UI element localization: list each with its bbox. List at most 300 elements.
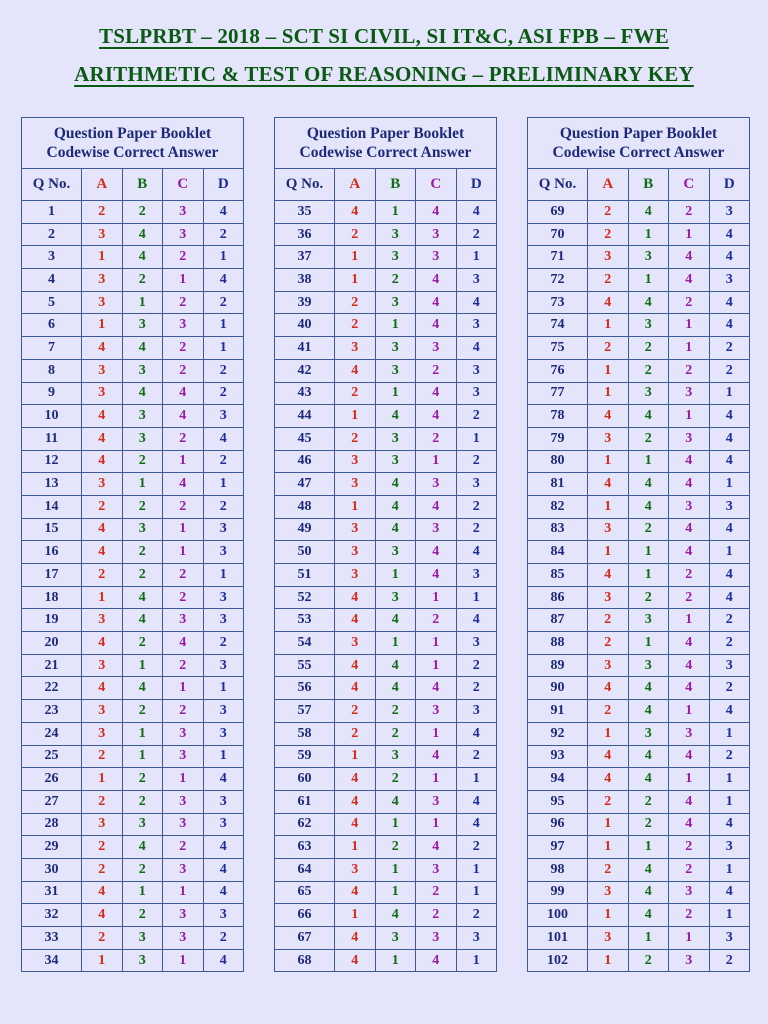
question-number-cell: 99 [528,881,588,904]
answer-b-cell: 1 [375,314,416,337]
question-number-cell: 52 [275,586,335,609]
answer-c-cell: 1 [669,223,710,246]
answer-d-cell: 4 [203,836,244,859]
answer-c-cell: 1 [163,677,204,700]
question-number-cell: 68 [275,949,335,972]
table-row [22,359,244,382]
answer-d-cell: 1 [203,564,244,587]
question-number-cell: 16 [22,541,82,564]
question-number-cell: 8 [22,359,82,382]
question-number-cell: 48 [275,495,335,518]
table-row [528,246,750,269]
answer-c-cell: 2 [669,564,710,587]
table-row [22,473,244,496]
table-heading [275,118,497,169]
question-number-cell: 69 [528,201,588,224]
answer-b-cell: 2 [122,632,163,655]
question-number-cell: 101 [528,927,588,950]
answer-a-cell: 4 [335,677,376,700]
question-number-cell: 21 [22,654,82,677]
answer-a-cell: 1 [82,768,123,791]
question-number-cell: 80 [528,450,588,473]
answer-c-cell: 2 [163,700,204,723]
answer-d-cell: 3 [203,405,244,428]
answer-a-cell: 3 [82,473,123,496]
question-number-cell: 30 [22,858,82,881]
answer-c-cell: 4 [669,269,710,292]
answer-b-cell: 3 [375,359,416,382]
answer-a-cell: 3 [588,586,629,609]
table-row [22,382,244,405]
answer-d-cell: 4 [709,223,750,246]
answer-c-cell: 4 [669,745,710,768]
question-number-cell: 39 [275,291,335,314]
answer-d-cell: 4 [203,858,244,881]
answer-d-cell: 2 [456,904,497,927]
answer-b-cell: 2 [122,495,163,518]
column-header-a: A [82,169,123,201]
question-number-cell: 18 [22,586,82,609]
table-heading-line-1: Question Paper Booklet [53,125,212,142]
answer-c-cell: 1 [669,927,710,950]
question-number-cell: 40 [275,314,335,337]
answer-a-cell: 3 [82,359,123,382]
answer-d-cell: 4 [203,201,244,224]
answer-c-cell: 3 [416,223,457,246]
answer-d-cell: 4 [456,609,497,632]
answer-key-table-1 [21,117,244,972]
table-row [22,541,244,564]
question-number-cell: 36 [275,223,335,246]
answer-b-cell: 3 [375,246,416,269]
answer-b-cell: 2 [375,722,416,745]
answer-c-cell: 4 [163,473,204,496]
question-number-cell: 43 [275,382,335,405]
table-row [275,632,497,655]
answer-a-cell: 4 [82,632,123,655]
answer-b-cell: 2 [628,586,669,609]
table-row [528,904,750,927]
answer-a-cell: 1 [588,314,629,337]
answer-a-cell: 3 [335,473,376,496]
answer-c-cell: 3 [669,495,710,518]
answer-b-cell: 2 [375,836,416,859]
table-row [528,654,750,677]
answer-b-cell: 3 [375,586,416,609]
answer-b-cell: 1 [122,881,163,904]
answer-d-cell: 1 [709,768,750,791]
answer-b-cell: 4 [375,405,416,428]
answer-a-cell: 4 [82,427,123,450]
answer-b-cell: 4 [375,677,416,700]
question-number-cell: 55 [275,654,335,677]
answer-d-cell: 1 [456,768,497,791]
answer-c-cell: 3 [163,609,204,632]
answer-d-cell: 3 [709,201,750,224]
answer-c-cell: 1 [416,586,457,609]
question-number-cell: 14 [22,495,82,518]
table-row [528,927,750,950]
answer-d-cell: 4 [203,949,244,972]
table-row [528,881,750,904]
table-row [528,609,750,632]
answer-b-cell: 2 [628,790,669,813]
question-number-cell: 84 [528,541,588,564]
answer-b-cell: 4 [122,586,163,609]
table-row [22,450,244,473]
column-header-b: B [375,169,416,201]
table-row [275,586,497,609]
answer-b-cell: 1 [122,473,163,496]
answer-a-cell: 1 [335,269,376,292]
answer-a-cell: 3 [588,518,629,541]
answer-a-cell: 1 [588,495,629,518]
answer-b-cell: 4 [628,201,669,224]
answer-c-cell: 4 [416,291,457,314]
question-number-cell: 92 [528,722,588,745]
table-row [528,201,750,224]
answer-b-cell: 4 [628,473,669,496]
table-row [275,722,497,745]
answer-d-cell: 3 [203,722,244,745]
answer-b-cell: 4 [375,790,416,813]
answer-d-cell: 3 [203,813,244,836]
answer-b-cell: 2 [122,768,163,791]
answer-d-cell: 2 [709,745,750,768]
answer-d-cell: 4 [456,291,497,314]
answer-a-cell: 1 [335,836,376,859]
answer-b-cell: 1 [375,881,416,904]
answer-c-cell: 2 [163,246,204,269]
answer-a-cell: 2 [588,790,629,813]
answer-c-cell: 4 [416,677,457,700]
answer-b-cell: 3 [628,654,669,677]
answer-c-cell: 3 [669,949,710,972]
table-heading-line-2: Codewise Correct Answer [299,144,472,161]
table-row [22,949,244,972]
answer-c-cell: 4 [669,677,710,700]
answer-b-cell: 3 [122,949,163,972]
answer-b-cell: 3 [122,518,163,541]
answer-b-cell: 3 [628,382,669,405]
answer-d-cell: 4 [456,790,497,813]
question-number-cell: 37 [275,246,335,269]
answer-d-cell: 2 [203,291,244,314]
answer-c-cell: 4 [669,450,710,473]
question-number-cell: 12 [22,450,82,473]
answer-key-table-3 [527,117,750,972]
answer-d-cell: 1 [709,541,750,564]
answer-b-cell: 1 [122,745,163,768]
answer-a-cell: 1 [82,314,123,337]
table-heading [528,118,750,169]
table-row [22,405,244,428]
answer-c-cell: 4 [416,201,457,224]
table-row [22,609,244,632]
answer-b-cell: 4 [122,382,163,405]
table-row [275,654,497,677]
answer-a-cell: 4 [335,813,376,836]
answer-d-cell: 4 [203,881,244,904]
question-number-cell: 31 [22,881,82,904]
answer-key-table-2 [274,117,497,972]
table-row [275,745,497,768]
answer-b-cell: 2 [122,450,163,473]
question-number-cell: 49 [275,518,335,541]
answer-d-cell: 1 [709,722,750,745]
answer-b-cell: 3 [122,927,163,950]
answer-b-cell: 2 [375,269,416,292]
answer-c-cell: 2 [669,858,710,881]
question-number-cell: 3 [22,246,82,269]
answer-b-cell: 1 [628,269,669,292]
answer-c-cell: 3 [163,201,204,224]
answer-d-cell: 3 [456,700,497,723]
table-row [22,836,244,859]
answer-d-cell: 3 [456,382,497,405]
answer-a-cell: 4 [82,904,123,927]
answer-b-cell: 4 [122,337,163,360]
answer-a-cell: 2 [82,836,123,859]
answer-a-cell: 3 [82,223,123,246]
answer-a-cell: 2 [82,927,123,950]
answer-a-cell: 1 [335,246,376,269]
answer-b-cell: 1 [375,201,416,224]
table-heading [22,118,244,169]
answer-d-cell: 2 [203,450,244,473]
answer-a-cell: 2 [335,382,376,405]
answer-a-cell: 2 [588,223,629,246]
answer-b-cell: 1 [375,382,416,405]
answer-a-cell: 3 [82,722,123,745]
answer-c-cell: 2 [163,291,204,314]
answer-a-cell: 4 [588,291,629,314]
table-row [275,541,497,564]
answer-d-cell: 1 [456,246,497,269]
answer-c-cell: 1 [669,768,710,791]
answer-a-cell: 2 [335,722,376,745]
answer-d-cell: 1 [456,949,497,972]
answer-c-cell: 1 [416,722,457,745]
answer-a-cell: 3 [82,813,123,836]
answer-d-cell: 1 [709,382,750,405]
answer-d-cell: 1 [203,246,244,269]
answer-d-cell: 4 [709,246,750,269]
table-row [528,564,750,587]
question-number-cell: 71 [528,246,588,269]
answer-b-cell: 3 [375,450,416,473]
answer-a-cell: 4 [335,359,376,382]
question-number-cell: 94 [528,768,588,791]
answer-a-cell: 1 [82,949,123,972]
answer-d-cell: 3 [456,314,497,337]
question-number-cell: 62 [275,813,335,836]
answer-d-cell: 2 [456,654,497,677]
answer-a-cell: 4 [335,609,376,632]
table-row [528,359,750,382]
table-heading-line-2: Codewise Correct Answer [46,144,219,161]
answer-d-cell: 3 [203,541,244,564]
answer-a-cell: 2 [335,427,376,450]
answer-b-cell: 2 [122,790,163,813]
column-header-q-no: Q No. [22,169,82,201]
column-header-q-no: Q No. [528,169,588,201]
answer-d-cell: 3 [203,586,244,609]
question-number-cell: 67 [275,927,335,950]
answer-a-cell: 3 [82,609,123,632]
table-row [275,768,497,791]
question-number-cell: 59 [275,745,335,768]
answer-b-cell: 3 [122,427,163,450]
answer-b-cell: 3 [122,405,163,428]
answer-d-cell: 1 [456,881,497,904]
table-heading-line-1: Question Paper Booklet [306,125,465,142]
answer-c-cell: 2 [669,836,710,859]
question-number-cell: 83 [528,518,588,541]
answer-d-cell: 4 [456,722,497,745]
answer-d-cell: 3 [709,495,750,518]
answer-b-cell: 3 [628,609,669,632]
page-subtitle [0,62,768,87]
table-row [528,337,750,360]
answer-c-cell: 2 [416,881,457,904]
answer-c-cell: 3 [416,518,457,541]
answer-c-cell: 2 [416,609,457,632]
answer-d-cell: 2 [203,632,244,655]
answer-c-cell: 1 [416,632,457,655]
answer-c-cell: 4 [669,541,710,564]
table-row [528,813,750,836]
answer-d-cell: 2 [203,495,244,518]
answer-b-cell: 3 [122,813,163,836]
answer-c-cell: 4 [416,382,457,405]
answer-c-cell: 3 [669,382,710,405]
table-row [22,495,244,518]
answer-b-cell: 2 [122,541,163,564]
table-row [22,564,244,587]
answer-b-cell: 4 [628,405,669,428]
answer-a-cell: 3 [335,337,376,360]
column-header-a: A [588,169,629,201]
answer-c-cell: 1 [416,450,457,473]
answer-d-cell: 2 [456,518,497,541]
question-number-cell: 51 [275,564,335,587]
answer-b-cell: 4 [375,495,416,518]
answer-c-cell: 2 [163,564,204,587]
table-row [22,768,244,791]
answer-a-cell: 2 [335,223,376,246]
table-row [22,927,244,950]
answer-c-cell: 1 [416,768,457,791]
answer-d-cell: 1 [203,677,244,700]
answer-a-cell: 3 [588,881,629,904]
answer-a-cell: 1 [588,541,629,564]
answer-c-cell: 1 [163,881,204,904]
question-number-cell: 96 [528,813,588,836]
answer-b-cell: 4 [628,881,669,904]
answer-c-cell: 4 [163,382,204,405]
table-row [275,314,497,337]
answer-a-cell: 4 [82,450,123,473]
answer-a-cell: 4 [82,405,123,428]
answer-a-cell: 3 [588,654,629,677]
question-number-cell: 5 [22,291,82,314]
table-row [528,405,750,428]
answer-d-cell: 4 [203,269,244,292]
answer-a-cell: 1 [335,904,376,927]
answer-d-cell: 3 [709,836,750,859]
question-number-cell: 7 [22,337,82,360]
answer-c-cell: 3 [163,927,204,950]
table-row [22,291,244,314]
answer-b-cell: 4 [375,609,416,632]
answer-a-cell: 3 [82,382,123,405]
answer-a-cell: 1 [588,949,629,972]
answer-a-cell: 4 [588,564,629,587]
answer-b-cell: 3 [375,745,416,768]
answer-c-cell: 3 [669,427,710,450]
table-row [275,223,497,246]
table-row [275,518,497,541]
answer-a-cell: 2 [588,632,629,655]
answer-a-cell: 4 [335,790,376,813]
table-row [528,677,750,700]
answer-d-cell: 4 [709,405,750,428]
answer-b-cell: 1 [122,654,163,677]
answer-a-cell: 2 [588,858,629,881]
question-number-cell: 45 [275,427,335,450]
question-number-cell: 72 [528,269,588,292]
answer-d-cell: 2 [709,337,750,360]
answer-b-cell: 2 [628,427,669,450]
answer-a-cell: 4 [588,677,629,700]
table-row [275,201,497,224]
answer-d-cell: 2 [456,405,497,428]
answer-a-cell: 3 [82,654,123,677]
answer-a-cell: 1 [588,904,629,927]
answer-d-cell: 3 [203,790,244,813]
question-number-cell: 65 [275,881,335,904]
answer-b-cell: 2 [628,359,669,382]
table-row [22,881,244,904]
answer-c-cell: 2 [163,337,204,360]
table-row [275,405,497,428]
answer-b-cell: 4 [375,518,416,541]
table-row [22,337,244,360]
answer-c-cell: 2 [669,201,710,224]
answer-b-cell: 1 [375,813,416,836]
answer-c-cell: 1 [416,813,457,836]
answer-b-cell: 4 [628,495,669,518]
title-line-1: TSLPRBT – 2018 – SCT SI CIVIL, SI IT&C, ASI FPB – FWE [99,24,669,48]
table-row [528,858,750,881]
answer-a-cell: 1 [588,813,629,836]
table-row [528,836,750,859]
answer-b-cell: 4 [122,836,163,859]
table-row [528,382,750,405]
answer-d-cell: 4 [709,450,750,473]
table-row [528,700,750,723]
table-row [22,314,244,337]
table-row [528,518,750,541]
table-row [22,790,244,813]
answer-d-cell: 2 [709,609,750,632]
answer-d-cell: 3 [456,359,497,382]
question-number-cell: 85 [528,564,588,587]
answer-c-cell: 4 [416,564,457,587]
answer-a-cell: 3 [335,632,376,655]
table-row [22,518,244,541]
